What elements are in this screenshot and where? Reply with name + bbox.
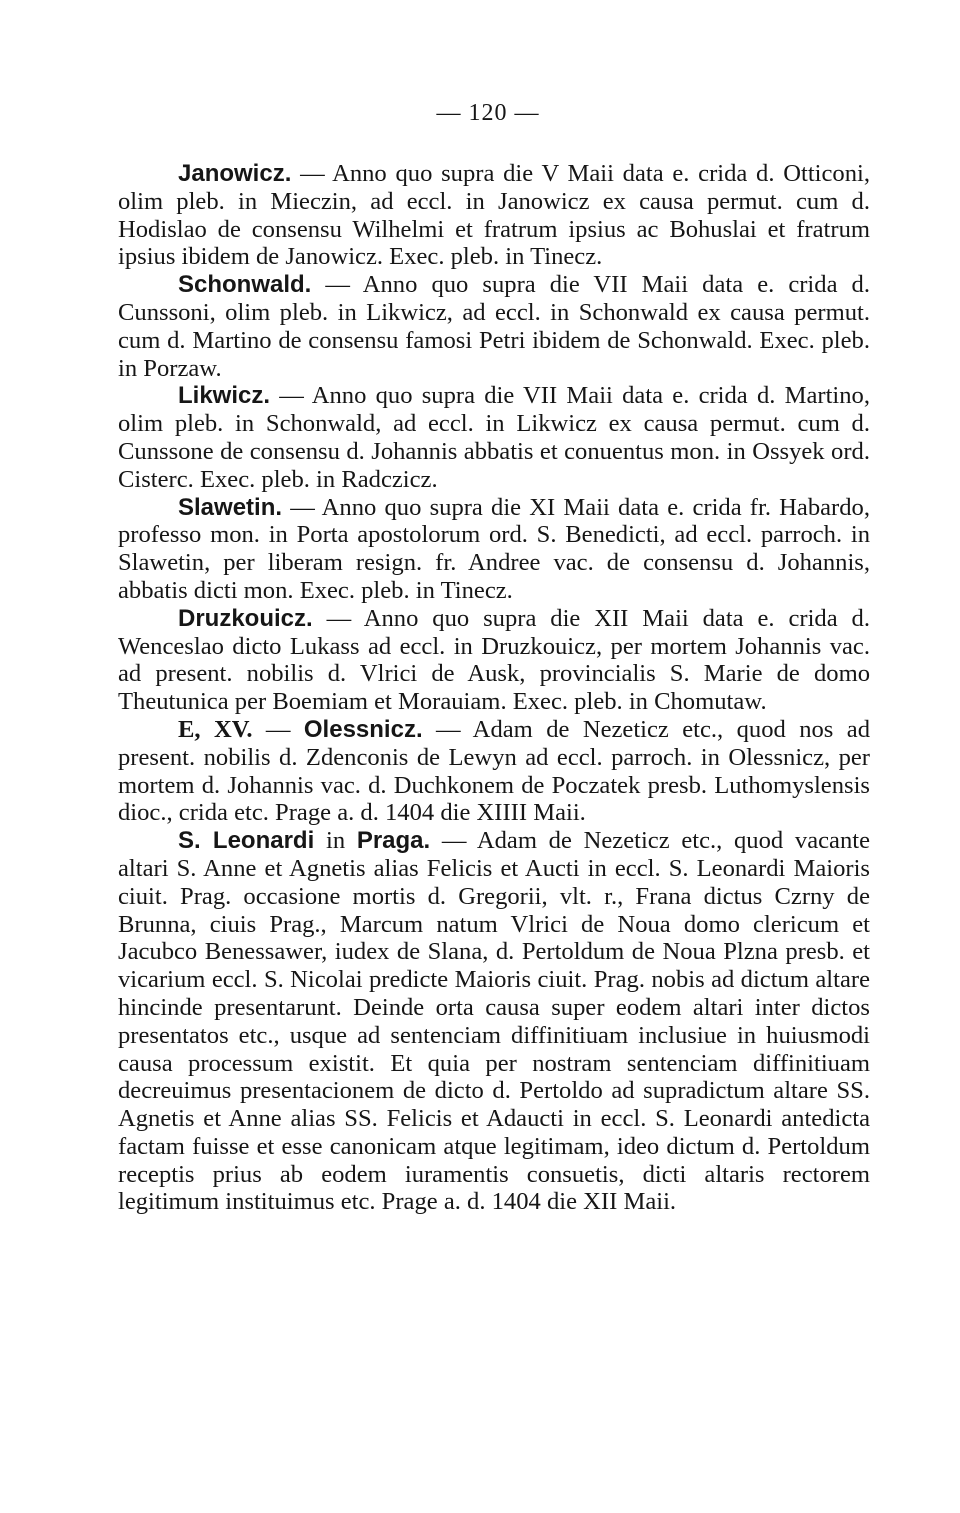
entry-heading: Druzkouicz. bbox=[178, 604, 313, 632]
entry-schonwald bbox=[118, 271, 870, 382]
entry-likwicz bbox=[118, 382, 870, 493]
entry-text: — Adam de Nezeticz etc., quod vacante altari S. Anne et Agnetis alias Felicis et Aucti in eccl. S. Leonardi Maioris ciuit. Prag. occasione mortis d. Gregorii, vlt. r., Frana dictus Czrny de Brunna, ciuis Prag., Marcum natum Vlrici de Noua domo clericum et Jacubco Benessawer, iudex de Slana, d. Pertoldum de Noua Plzna presb. et vicarium eccl. S. Nicolai predicte Maioris ciuit. Prag. nobis ad dictum altare hincinde presentarunt. Deinde orta causa super eodem altari inter dictos presentatos etc., usque ad sentenciam diffinitiuam inclusiue in huiusmodi causa processum existit. Et quia per nostram sentenciam diffinitiuam decreuimus presentacionem de dicto d. Pertoldo ad supradictum altare SS. Agnetis et Anne alias SS. Felicis et Adaucti in eccl. S. Leonardi antedicta factam fuisse et esse canonicam atque legitimam, ideo dictum d. Pertoldum receptis prius ab eodem iuramentis consuetis, dicti altaris rectorem legitimum instituimus etc. Prage a. d. 1404 die XII Maii. bbox=[118, 827, 870, 1216]
document-body bbox=[118, 160, 870, 1216]
entry-s-leonardi bbox=[118, 827, 870, 1216]
entry-druzkouicz bbox=[118, 605, 870, 716]
entry-text: — Anno quo supra die XI Maii data e. crida fr. Habardo, professo mon. in Porta apostolorum ord. S. Benedicti, ad eccl. parroch. in Slawetin, per liberam resign. fr. Andree vac. de consensu d. Johannis, abbatis dicti mon. Exec. pleb. in Tinecz. bbox=[118, 493, 870, 604]
entry-slawetin bbox=[118, 494, 870, 605]
entry-heading: Schonwald. bbox=[178, 271, 312, 299]
page-number: — 120 — bbox=[436, 100, 540, 126]
entry-text: — Anno quo supra die XII Maii data e. crida d. Wenceslao dicto Lukass ad eccl. in Druzkouicz, per mortem Johannis vac. ad present. nobilis d. Vlrici de Ausk, provincialis S. Marie de domo Theutunica per Boemiam et Morauiam. Exec. pleb. in Chomutaw. bbox=[118, 604, 870, 716]
register-mark: E, XV. bbox=[178, 715, 253, 743]
entry-olessnicz: E, XV. — Olessnicz. — Adam de Nezeticz etc., quod nos ad present. nobilis d. Zdenconis de Lewyn ad eccl. parroch. in Olessnicz, per mortem d. Johannis vac. d. Duchkonem de Poczatek presb. Luthomyslensis dioc., crida etc. Prage a. d. 1404 die XIIII Maii. bbox=[118, 715, 870, 827]
entry-heading: Slawetin. bbox=[178, 493, 283, 521]
entry-text: — Anno quo supra die V Maii data e. crida d. Otticoni, olim pleb. in Mieczin, ad eccl. in Janowicz ex causa permut. cum d. Hodislao de consensu Wilhelmi et fratrum ipsius ac Bohuslai et fratrum ipsius ibidem de Janowicz. Exec. pleb. in Tinecz. bbox=[118, 160, 870, 271]
entry-text: — Anno quo supra die VII Maii data e. crida d. Martino, olim pleb. in Schonwald, ad eccl. in Likwicz ex causa permut. cum d. Cunssone de consensu d. Johannis abbatis et conuentus mon. in Ossyek ord. Cisterc. Exec. pleb. in Radczicz. bbox=[118, 382, 870, 493]
entry-janowicz bbox=[118, 160, 870, 271]
entry-heading: S. Leonardi bbox=[178, 827, 315, 855]
entry-heading-place: Praga. bbox=[356, 827, 431, 855]
entry-heading: Olessnicz. bbox=[303, 715, 423, 743]
entry-text: — Adam de Nezeticz etc., quod nos ad present. nobilis d. Zdenconis de Lewyn ad eccl. parroch. in Olessnicz, per mortem d. Johannis vac. d. Duchkonem de Poczatek presb. Luthomyslensis dioc., crida etc. Prage a. d. 1404 die XIIII Maii. bbox=[118, 715, 870, 827]
entry-heading: Likwicz. bbox=[178, 382, 271, 410]
entry-heading-connector: in bbox=[314, 827, 357, 855]
entry-heading: Janowicz. bbox=[178, 160, 292, 187]
entry-text: — Anno quo supra die VII Maii data e. crida d. Cunssoni, olim pleb. in Likwicz, ad eccl. in Schonwald ex causa permut. cum d. Martino de consensu famosi Petri ibidem de Schonwald. Exec. pleb. in Porzaw. bbox=[118, 271, 870, 382]
